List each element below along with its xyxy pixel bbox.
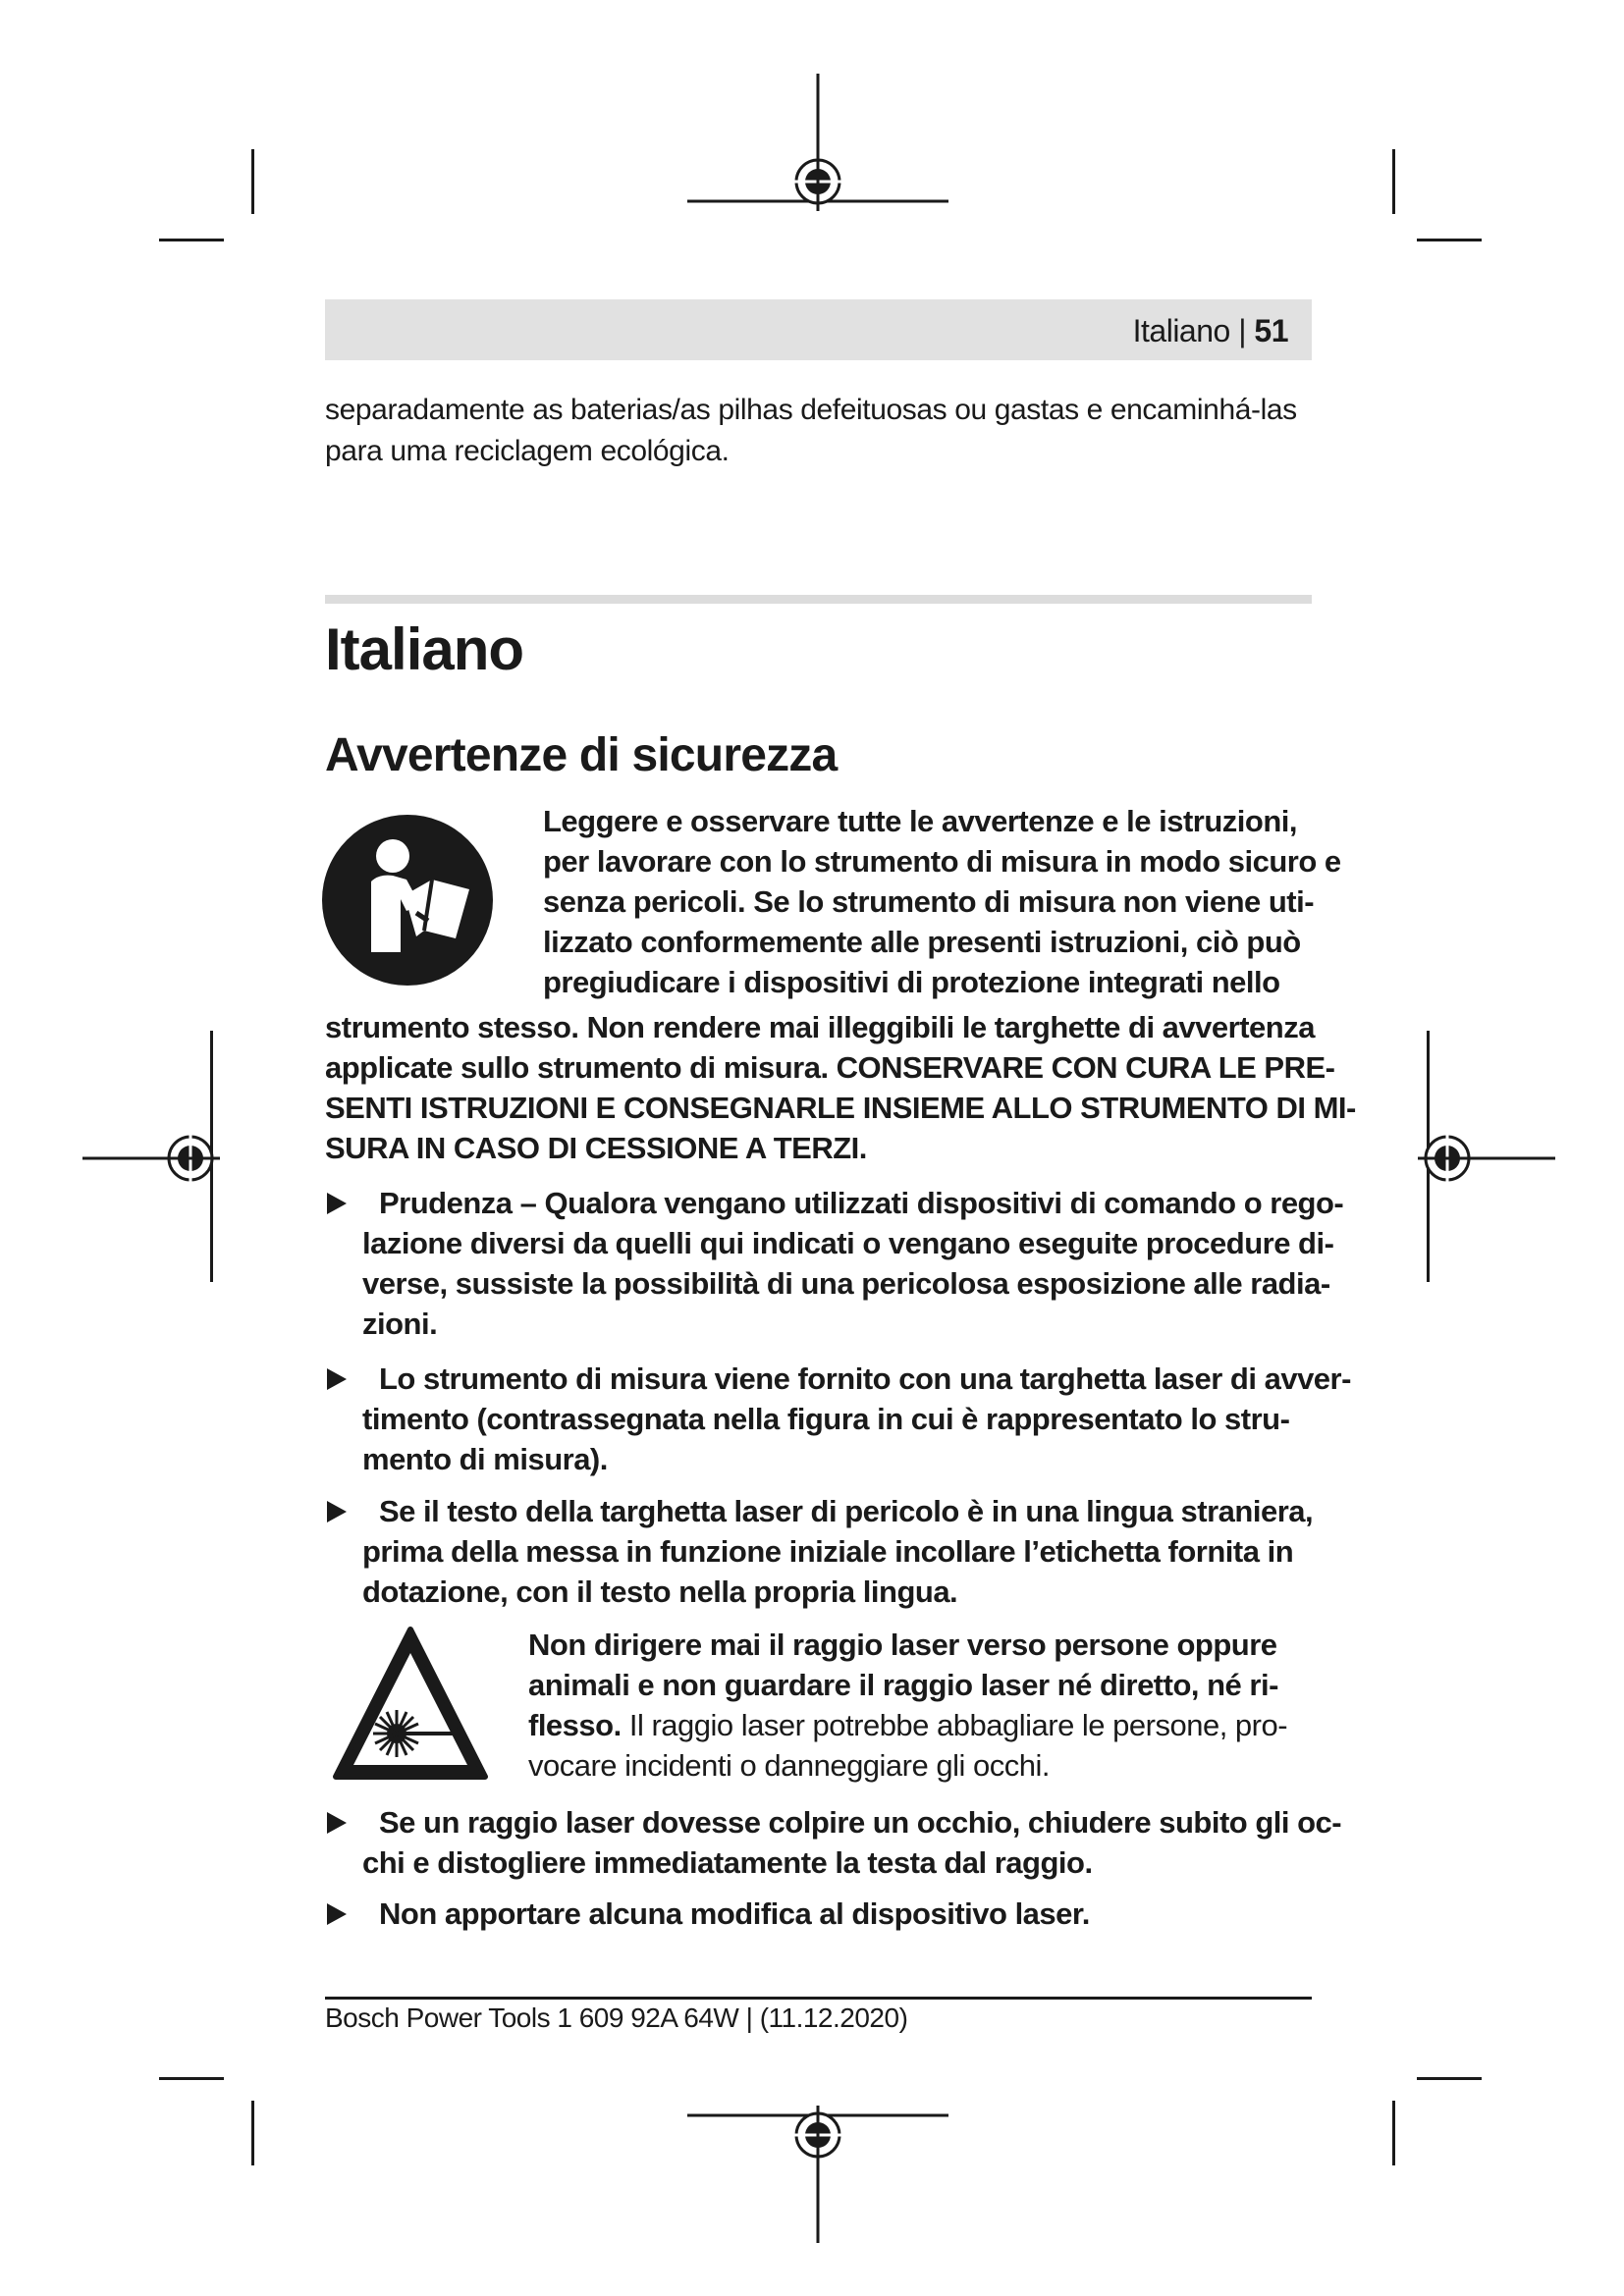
warning-line: pregiudicare i dispositivi di protezione integrati nello — [543, 965, 1280, 999]
warning-line: applicate sullo strumento di misura. CONSERVARE CON CURA LE PRE- — [325, 1050, 1335, 1085]
read-manual-icon — [322, 815, 493, 986]
footer-divider — [325, 1997, 1312, 2000]
bullet-line: Lo strumento di misura viene fornito con una targhetta laser di avver- — [379, 1362, 1351, 1396]
bullet-item — [325, 1491, 1336, 1612]
bullet-line: Non apportare alcuna modifica al dispositivo laser. — [379, 1896, 1090, 1931]
bullet-item — [325, 1183, 1344, 1344]
bullet-item — [325, 1894, 1336, 1934]
page-number: 51 — [1254, 313, 1288, 348]
footer-text: Bosch Power Tools 1 609 92A 64W | (11.12.2020) — [325, 2002, 908, 2033]
bullet-line: Prudenza – Qualora vengano utilizzati dispositivi di comando o rego- — [379, 1186, 1344, 1220]
triangle-bullet-icon — [327, 1368, 347, 1390]
registration-mark-top — [687, 74, 948, 211]
warning-line: lizzato conformemente alle presenti istruzioni, ciò può — [543, 925, 1301, 959]
intro-paragraph — [325, 390, 1317, 472]
bullet-line: lazione diversi da quelli qui indicati o vengano eseguite procedure di- — [362, 1226, 1334, 1260]
warning-line: Leggere e osservare tutte le avvertenze e le istruzioni, — [543, 804, 1297, 838]
laser-warning-line: vocare incidenti o danneggiare gli occhi. — [528, 1748, 1050, 1783]
bullet-line: verse, sussiste la possibilità di una pericolosa esposizione alle radia- — [362, 1266, 1330, 1301]
intro-line: para uma reciclagem ecológica. — [325, 435, 730, 467]
header-language: Italiano — [1132, 313, 1230, 348]
bullet-line: timento (contrassegnata nella figura in cui è rappresentato lo stru- — [362, 1402, 1290, 1436]
triangle-bullet-icon — [327, 1193, 347, 1214]
triangle-bullet-icon — [327, 1501, 347, 1522]
laser-warning-normal: Il raggio laser potrebbe abbagliare le persone, pro- — [621, 1708, 1288, 1742]
triangle-bullet-icon — [327, 1903, 347, 1925]
laser-warning-line: Non dirigere mai il raggio laser verso persone oppure — [528, 1628, 1277, 1662]
header-label — [1133, 313, 1288, 349]
laser-warning-line: animali e non guardare il raggio laser né diretto, né ri- — [528, 1668, 1278, 1702]
warning-line: per lavorare con lo strumento di misura in modo sicuro e — [543, 844, 1341, 879]
general-warning-text — [543, 801, 1341, 1002]
laser-warning-text — [528, 1625, 1333, 1786]
laser-warning-bold: flesso. — [528, 1708, 622, 1742]
warning-line: strumento stesso. Non rendere mai illeggibili le targhette di avvertenza — [325, 1010, 1315, 1044]
language-title: Italiano — [325, 616, 524, 682]
intro-line: separadamente as baterias/as pilhas defeituosas ou gastas e encaminhá-las — [325, 394, 1297, 426]
section-divider — [325, 595, 1312, 604]
laser-hazard-icon — [332, 1624, 489, 1787]
bullet-line: dotazione, con il testo nella propria lingua. — [362, 1575, 958, 1609]
registration-mark-left — [82, 1109, 220, 1207]
bullet-line: Se un raggio laser dovesse colpire un occhio, chiudere subito gli oc- — [379, 1805, 1342, 1840]
warning-line: senza pericoli. Se lo strumento di misura non viene uti- — [543, 884, 1315, 919]
general-warning-continued — [325, 1007, 1356, 1168]
bullet-line: Se il testo della targhetta laser di pericolo è in una lingua straniera, — [379, 1494, 1314, 1528]
triangle-bullet-icon — [327, 1812, 347, 1834]
bullet-item — [325, 1359, 1351, 1479]
registration-mark-right — [1418, 1109, 1555, 1207]
section-title: Avvertenze di sicurezza — [325, 729, 838, 781]
bullet-line: zioni. — [362, 1307, 438, 1341]
header-separator: | — [1238, 313, 1247, 348]
bullet-line: chi e distogliere immediatamente la testa dal raggio. — [362, 1845, 1093, 1880]
bullet-item — [325, 1802, 1342, 1883]
warning-line: SURA IN CASO DI CESSIONE A TERZI. — [325, 1131, 867, 1165]
laser-warning-line — [528, 1705, 1333, 1745]
warning-line: SENTI ISTRUZIONI E CONSEGNARLE INSIEME ALLO STRUMENTO DI MI- — [325, 1091, 1356, 1125]
bullet-line: mento di misura). — [362, 1442, 608, 1476]
bullet-line: prima della messa in funzione iniziale incollare l’etichetta fornita in — [362, 1534, 1294, 1569]
page-header — [325, 299, 1312, 360]
registration-mark-bottom — [687, 2106, 948, 2243]
